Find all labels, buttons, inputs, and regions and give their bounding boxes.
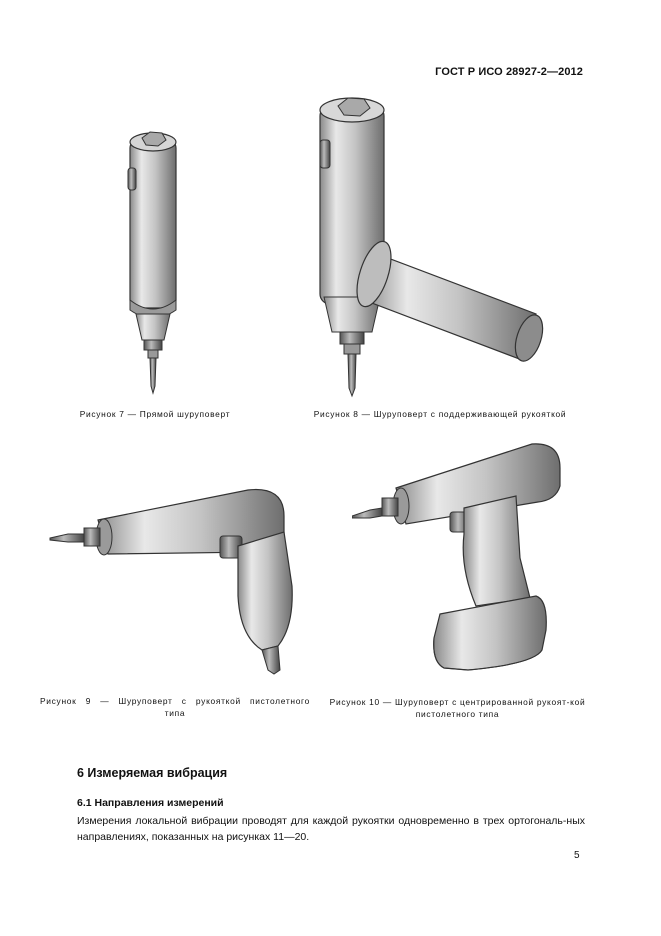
figure-7-caption: Рисунок 7 — Прямой шуруповерт	[79, 409, 231, 419]
subsection-title: 6.1 Направления измерений	[77, 797, 224, 809]
figure-9-pistol-grip-screwdriver	[48, 476, 293, 686]
figure-7-straight-screwdriver	[120, 128, 195, 398]
document-header: ГОСТ Р ИСО 28927-2—2012	[435, 66, 583, 78]
section-title: 6 Измеряемая вибрация	[77, 766, 228, 780]
figure-8-caption: Рисунок 8 — Шуруповерт с поддерживающей рукояткой	[313, 409, 567, 419]
figure-8-screwdriver-with-support-handle	[310, 92, 560, 402]
page-number: 5	[574, 850, 580, 861]
figure-10-caption: Рисунок 10 — Шуруповерт с центрированной рукоят-кой пистолетного типа	[329, 697, 586, 719]
figure-9-caption: Рисунок 9 — Шуруповерт с рукояткой пистолетного типа	[40, 696, 310, 718]
figure-10-centered-pistol-grip-screwdriver	[352, 438, 562, 683]
body-paragraph: Измерения локальной вибрации проводят для каждой рукоятки одновременно в трех ортогональ-ных направлениях, показанных на рисунках 11—20.	[77, 815, 585, 843]
